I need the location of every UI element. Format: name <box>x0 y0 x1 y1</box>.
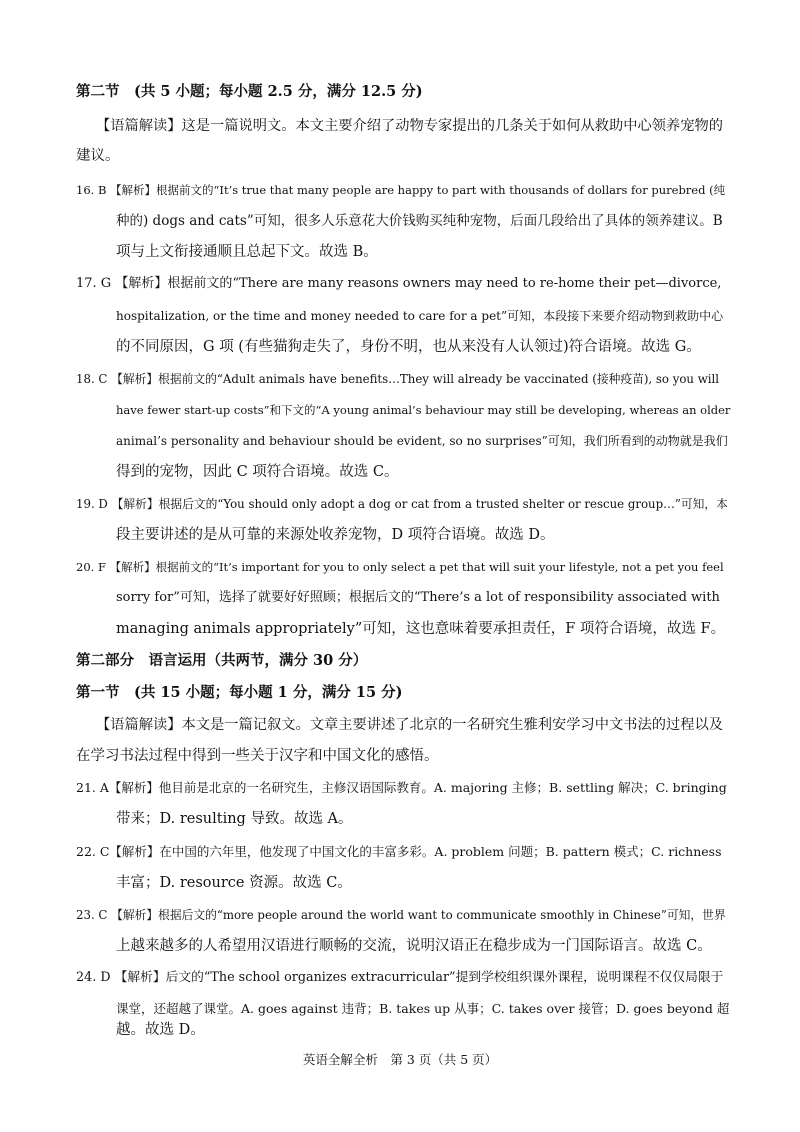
passage-analysis-line: 【语篇解读】本文是一篇记叙文。文章主要讲述了北京的一名研究生雅利安学习中文书法的过程以及 <box>96 717 724 733</box>
answer-24-line: 24. D 【解析】后文的“The school organizes extracurricular”提到学校组织课外课程，说明课程不仅仅局限于 <box>76 970 724 985</box>
answer-18-line: have fewer start-up costs”和下文的“A young animal’s behaviour may still be developing, whereas an older <box>116 403 731 417</box>
answer-16-line: 项与上文衔接通顺且总起下文。故选 B。 <box>116 244 378 260</box>
answer-22-line: 22. C【解析】在中国的六年里，他发现了中国文化的丰富多彩。A. problem 问题；B. pattern 模式；C. richness <box>76 844 722 859</box>
answer-20-line: managing animals appropriately”可知，这也意味着要承担责任，F 项符合语境，故选 F。 <box>116 621 726 637</box>
part2-heading: 第二部分 语言运用（共两节，满分 30 分） <box>76 652 368 669</box>
passage-analysis-line: 在学习书法过程中得到一些关于汉字和中国文化的感悟。 <box>76 748 439 764</box>
answer-20-line: 20. F 【解析】根据前文的“It’s important for you to only select a pet that will suit your lifestyle, not a pet you feel <box>76 560 724 574</box>
answer-20-line: sorry for”可知，选择了就要好好照顾；根据后文的“There’s a lot of responsibility associated with <box>116 590 720 605</box>
answer-24-line: 课堂，还超越了课堂。A. goes against 违背；B. takes up 从事；C. takes over 接管；D. goes beyond 超 <box>116 1001 730 1016</box>
answer-16-line: 种的) dogs and cats”可知，很多人乐意花大价钱购买纯种宠物，后面几段给出了具体的领养建议。B <box>116 213 723 229</box>
answer-22-line: 丰富；D. resource 资源。故选 C。 <box>116 875 352 891</box>
answer-18-line: 得到的宠物，因此 C 项符合语境。故选 C。 <box>116 464 399 480</box>
answer-19-line: 19. D 【解析】根据后文的“You should only adopt a dog or cat from a trusted shelter or rescue group…”可知，本 <box>76 497 728 511</box>
answer-17-line: 17. G 【解析】根据前文的“There are many reasons owners may need to re-home their pet—divorce, <box>76 276 722 291</box>
answer-21-line: 21. A【解析】他目前是北京的一名研究生，主修汉语国际教育。A. majoring 主修；B. settling 解决；C. bringing <box>76 780 727 795</box>
passage-analysis-line: 建议。 <box>76 148 120 164</box>
section1-heading: 第一节 (共 15 小题；每小题 1 分，满分 15 分) <box>76 684 403 701</box>
answer-17-line: hospitalization, or the time and money needed to care for a pet”可知，本段接下来要介绍动物到救助中心 <box>116 309 724 323</box>
section2-heading: 第二节 (共 5 小题；每小题 2.5 分，满分 12.5 分) <box>76 83 423 100</box>
answer-18-line: 18. C 【解析】根据前文的“Adult animals have benefits…They will already be vaccinated (接种疫苗), so you will <box>76 372 720 386</box>
answer-23-line: 上越来越多的人希望用汉语进行顺畅的交流，说明汉语正在稳步成为一门国际语言。故选 C。 <box>116 938 712 954</box>
answer-23-line: 23. C 【解析】根据后文的“more people around the world want to communicate smoothly in Chinese”可知，世界 <box>76 908 726 922</box>
answer-24-line: 越。故选 D。 <box>116 1022 205 1038</box>
answer-18-line: animal’s personality and behaviour should be evident, so no surprises”可知，我们所看到的动物就是我们 <box>116 434 728 448</box>
page-footer: 英语全解全析 第 3 页（共 5 页） <box>302 1052 498 1067</box>
answer-19-line: 段主要讲述的是从可靠的来源处收养宠物，D 项符合语境。故选 D。 <box>116 527 555 543</box>
answer-17-line: 的不同原因，G 项 (有些猫狗走失了，身份不明，也从来没有人认领过)符合语境。故选 G。 <box>116 339 701 355</box>
answer-16-line: 16. B 【解析】根据前文的“It’s true that many people are happy to part with thousands of dollars for purebred (纯 <box>76 183 726 197</box>
passage-analysis-line: 【语篇解读】这是一篇说明文。本文主要介绍了动物专家提出的几条关于如何从救助中心领养宠物的 <box>96 118 724 134</box>
answer-21-line: 带来；D. resulting 导致。故选 A。 <box>116 811 353 827</box>
